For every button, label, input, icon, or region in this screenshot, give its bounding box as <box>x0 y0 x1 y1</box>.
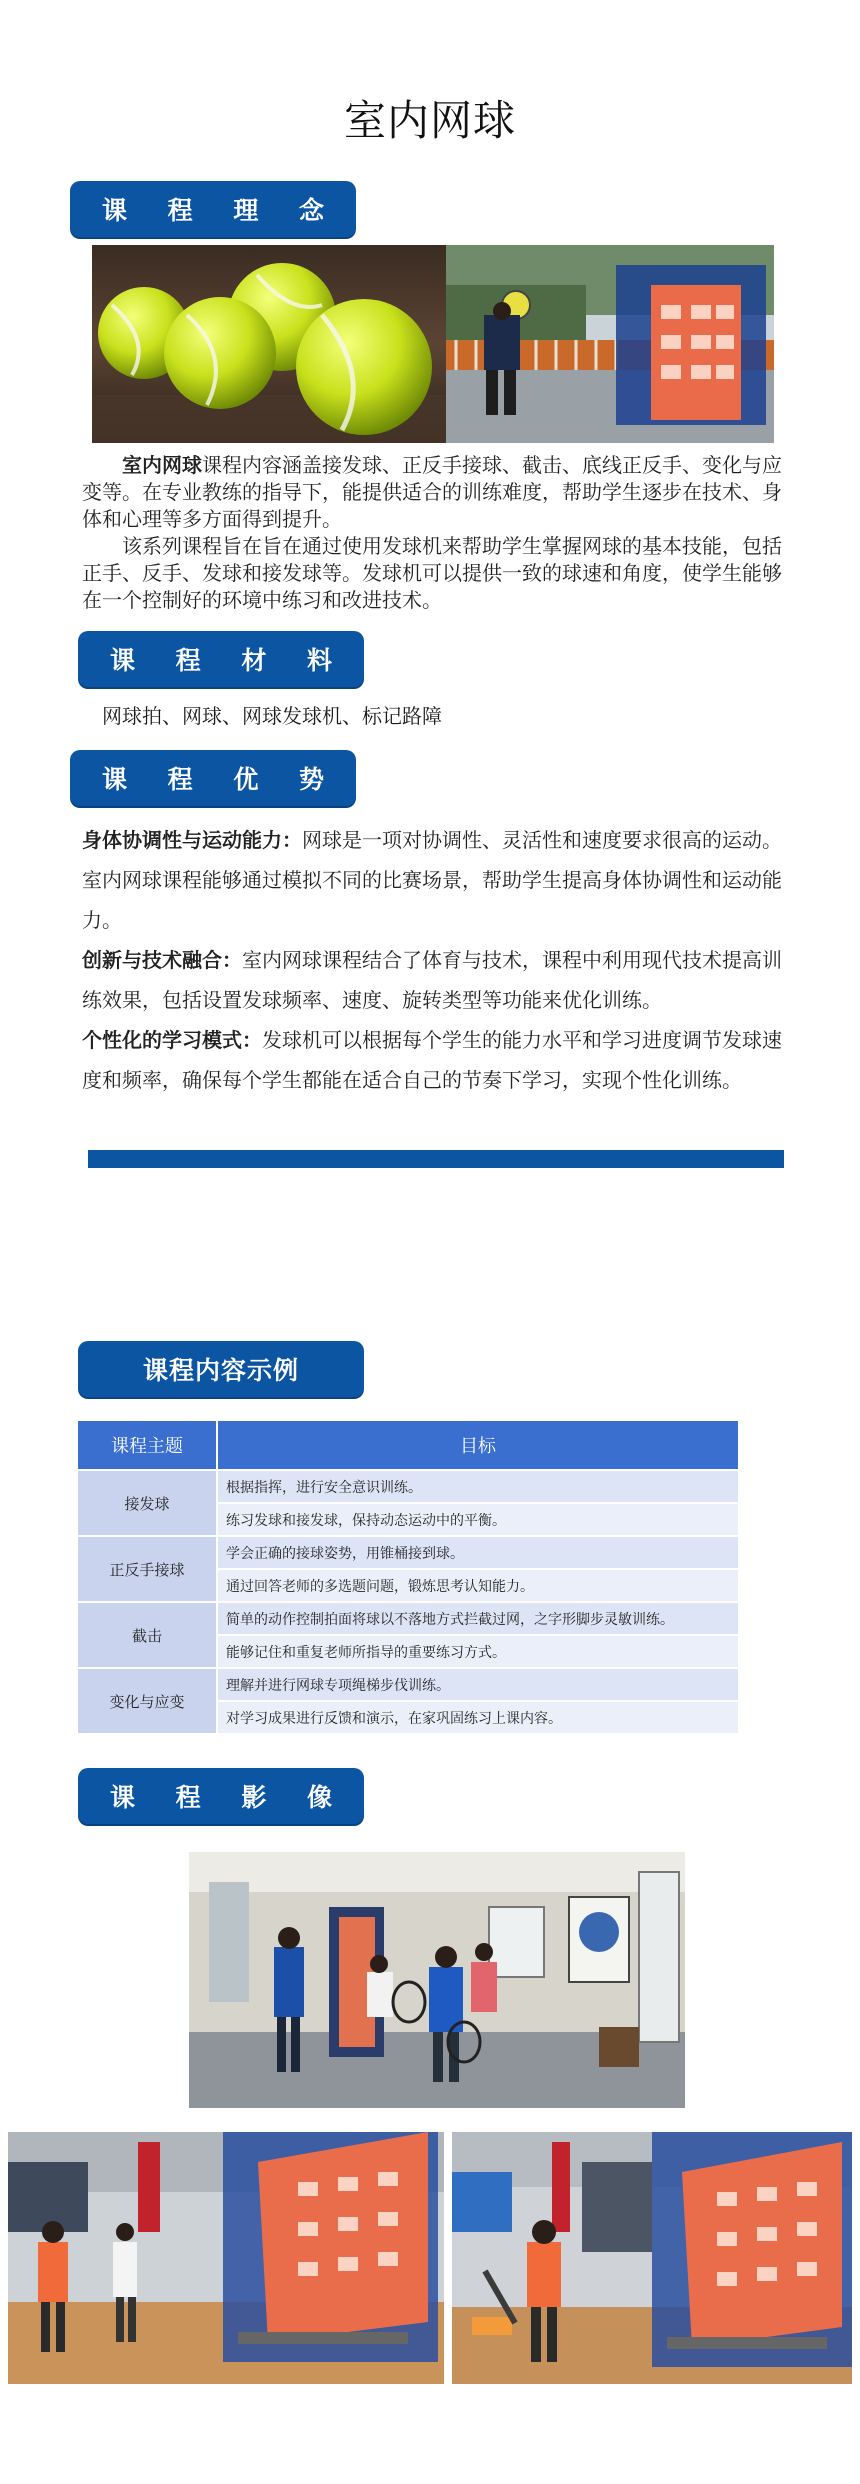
section-heading-advantages: 课 程 优 势 <box>70 750 356 806</box>
table-cell-topic: 接发球 <box>78 1471 216 1535</box>
page-title: 室内网球 <box>343 96 516 145</box>
table-cell-goal: 能够记住和重复老师所指导的重要练习方式。 <box>218 1636 738 1667</box>
advantage-text: 网球是一项对协调性、灵活性和速度要求很高的运动。室内网球课程能够通过模拟不同的比赛场景，帮助学生提高身体协调性和运动能力。 <box>82 828 782 932</box>
advantage-label: 身体协调性与运动能力： <box>82 828 302 852</box>
section-heading-materials: 课 程 材 料 <box>78 631 364 687</box>
advantage-item <box>82 1020 798 1100</box>
table-cell-goal: 根据指挥，进行安全意识训练。 <box>218 1471 738 1502</box>
table-cell-goal: 通过回答老师的多选题问题，锻炼思考认知能力。 <box>218 1570 738 1601</box>
table-cell-goal: 理解并进行网球专项绳梯步伐训练。 <box>218 1669 738 1700</box>
gallery-photo-classroom <box>189 1852 685 2108</box>
table-cell-goal: 简单的动作控制拍面将球以不落地方式拦截过网，之字形脚步灵敏训练。 <box>218 1603 738 1634</box>
advantage-item <box>82 940 798 1020</box>
concept-bold-term: 室内网球 <box>122 453 202 477</box>
section-heading-gallery: 课 程 影 像 <box>78 1768 364 1824</box>
concept-para1: 课程内容涵盖接发球、正反手接球、截击、底线正反手、变化与应变等。在专业教练的指导下，能提供适合的训练难度，帮助学生逐步在技术、身体和心理等多方面得到提升。 <box>82 453 782 531</box>
table-header-topic: 课程主题 <box>78 1421 216 1469</box>
section-divider <box>88 1150 784 1168</box>
table-header-goal: 目标 <box>218 1421 738 1469</box>
table-row <box>78 1471 738 1502</box>
advantage-text: 发球机可以根据每个学生的能力水平和学习进度调节发球速度和频率，确保每个学生都能在适合自己的节奏下学习，实现个性化训练。 <box>82 1028 782 1092</box>
section-heading-concept: 课 程 理 念 <box>70 181 356 237</box>
advantage-label: 创新与技术融合： <box>82 948 242 972</box>
section-heading-examples: 课程内容示例 <box>78 1341 364 1397</box>
table-cell-topic: 变化与应变 <box>78 1669 216 1733</box>
table-header-row <box>78 1421 738 1469</box>
gallery-photo-gym-right <box>452 2132 852 2384</box>
advantage-text: 室内网球课程结合了体育与技术，课程中利用现代技术提高训练效果，包括设置发球频率、速度、旋转类型等功能来优化训练。 <box>82 948 782 1012</box>
table-row <box>78 1537 738 1568</box>
table-cell-topic: 截击 <box>78 1603 216 1667</box>
tennis-balls-photo <box>92 245 446 443</box>
table-cell-goal: 学会正确的接球姿势，用锥桶接到球。 <box>218 1537 738 1568</box>
advantages-list <box>82 820 798 1100</box>
materials-text: 网球拍、网球、网球发球机、标记路障 <box>102 704 442 728</box>
advantage-item <box>82 820 798 940</box>
table-cell-goal: 对学习成果进行反馈和演示，在家巩固练习上课内容。 <box>218 1702 738 1733</box>
table-row <box>78 1669 738 1700</box>
advantage-label: 个性化的学习模式： <box>82 1028 262 1052</box>
table-row <box>78 1603 738 1634</box>
table-cell-goal: 练习发球和接发球，保持动态运动中的平衡。 <box>218 1504 738 1535</box>
gallery-photo-gym-left <box>8 2132 444 2384</box>
table-cell-topic: 正反手接球 <box>78 1537 216 1601</box>
ball-machine-photo <box>446 245 774 443</box>
concept-text <box>82 452 784 614</box>
course-table <box>76 1419 740 1735</box>
concept-para2: 该系列课程旨在旨在通过使用发球机来帮助学生掌握网球的基本技能，包括正手、反手、发球和接发球等。发球机可以提供一致的球速和角度，使学生能够在一个控制好的环境中练习和改进技术。 <box>82 534 782 612</box>
